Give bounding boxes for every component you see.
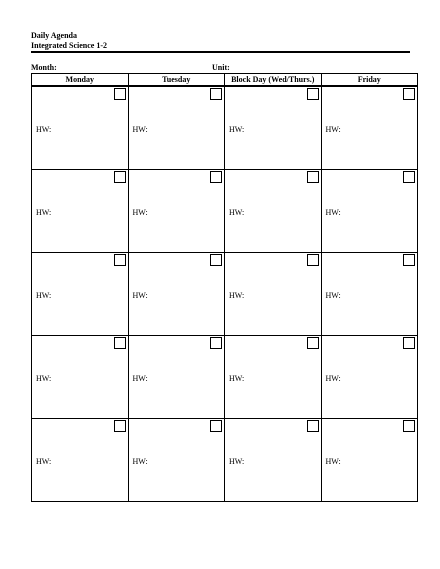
checkbox-icon[interactable] [210, 254, 222, 266]
hw-label: HW: [325, 125, 341, 134]
checkbox-icon[interactable] [114, 337, 126, 349]
checkbox-icon[interactable] [210, 171, 222, 183]
day-cell-block-day[interactable] [225, 86, 322, 170]
hw-label: HW: [325, 291, 341, 300]
month-label: Month: [31, 63, 57, 72]
checkbox-icon[interactable] [307, 171, 319, 183]
checkbox-icon[interactable] [403, 420, 415, 432]
checkbox-icon[interactable] [403, 254, 415, 266]
hw-label: HW: [132, 457, 148, 466]
day-cell-tuesday[interactable] [128, 170, 225, 253]
checkbox-icon[interactable] [210, 420, 222, 432]
day-cell-block-day[interactable] [225, 336, 322, 419]
day-cell-monday[interactable] [32, 253, 129, 336]
checkbox-icon[interactable] [114, 88, 126, 100]
hw-label: HW: [36, 374, 52, 383]
hw-label: HW: [36, 291, 52, 300]
hw-label: HW: [132, 125, 148, 134]
day-cell-friday[interactable] [321, 86, 418, 170]
hw-label: HW: [325, 457, 341, 466]
day-cell-monday[interactable] [32, 336, 129, 419]
unit-label: Unit: [212, 63, 230, 72]
column-header-block-day: Block Day (Wed/Thurs.) [225, 74, 322, 87]
hw-label: HW: [325, 374, 341, 383]
day-cell-monday[interactable] [32, 170, 129, 253]
checkbox-icon[interactable] [307, 88, 319, 100]
day-cell-tuesday[interactable] [128, 253, 225, 336]
checkbox-icon[interactable] [114, 254, 126, 266]
day-cell-friday[interactable] [321, 336, 418, 419]
day-cell-friday[interactable] [321, 253, 418, 336]
hw-label: HW: [36, 125, 52, 134]
day-cell-monday[interactable] [32, 419, 129, 502]
hw-label: HW: [132, 374, 148, 383]
checkbox-icon[interactable] [403, 88, 415, 100]
day-cell-block-day[interactable] [225, 419, 322, 502]
table-row [32, 170, 418, 253]
agenda-table [31, 73, 418, 502]
day-cell-tuesday[interactable] [128, 336, 225, 419]
checkbox-icon[interactable] [210, 88, 222, 100]
checkbox-icon[interactable] [403, 337, 415, 349]
column-header-monday: Monday [32, 74, 129, 87]
day-cell-block-day[interactable] [225, 253, 322, 336]
agenda-title-block [31, 31, 107, 51]
checkbox-icon[interactable] [307, 337, 319, 349]
day-cell-tuesday[interactable] [128, 419, 225, 502]
checkbox-icon[interactable] [307, 420, 319, 432]
day-cell-monday[interactable] [32, 86, 129, 170]
checkbox-icon[interactable] [114, 420, 126, 432]
checkbox-icon[interactable] [307, 254, 319, 266]
hw-label: HW: [229, 457, 245, 466]
hw-label: HW: [229, 125, 245, 134]
hw-label: HW: [36, 457, 52, 466]
hw-label: HW: [132, 291, 148, 300]
course-name: Integrated Science 1-2 [31, 41, 107, 50]
header-row [32, 74, 418, 87]
day-cell-friday[interactable] [321, 170, 418, 253]
hw-label: HW: [229, 291, 245, 300]
checkbox-icon[interactable] [210, 337, 222, 349]
table-row [32, 419, 418, 502]
hw-label: HW: [132, 208, 148, 217]
table-row [32, 336, 418, 419]
hw-label: HW: [36, 208, 52, 217]
column-header-friday: Friday [321, 74, 418, 87]
checkbox-icon[interactable] [403, 171, 415, 183]
table-row [32, 86, 418, 170]
day-cell-friday[interactable] [321, 419, 418, 502]
column-header-tuesday: Tuesday [128, 74, 225, 87]
table-row [32, 253, 418, 336]
agenda-body [32, 86, 418, 502]
checkbox-icon[interactable] [114, 171, 126, 183]
day-cell-block-day[interactable] [225, 170, 322, 253]
page-title: Daily Agenda [31, 31, 78, 40]
day-cell-tuesday[interactable] [128, 86, 225, 170]
hw-label: HW: [229, 208, 245, 217]
hw-label: HW: [325, 208, 341, 217]
hw-label: HW: [229, 374, 245, 383]
header-rule [31, 51, 410, 53]
